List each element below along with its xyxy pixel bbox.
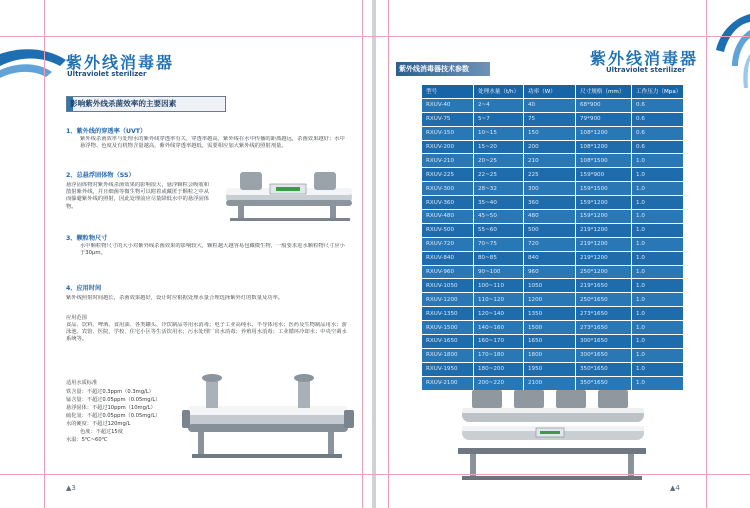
table-cell: 350*1650 — [576, 376, 632, 390]
table-cell: 159*1500 — [576, 182, 632, 196]
table-row — [422, 335, 684, 349]
table-cell: 1.0 — [632, 154, 684, 168]
section-heading-ss: 2、总悬浮固体物（SS） — [66, 172, 135, 179]
section-heading-particle: 3、颗粒物尺寸 — [66, 235, 108, 242]
table-cell: 500 — [524, 223, 576, 237]
table-cell: RXUV-1200 — [422, 293, 474, 307]
table-cell: 180~200 — [474, 362, 524, 376]
table-cell: 1.0 — [632, 251, 684, 265]
table-cell: 219*1200 — [576, 223, 632, 237]
table-cell: 55~60 — [474, 223, 524, 237]
table-cell: RXUV-1800 — [422, 348, 474, 362]
table-row — [422, 251, 684, 265]
table-cell: RXUV-360 — [422, 196, 474, 210]
table-cell: 219*1200 — [576, 237, 632, 251]
section-banner — [66, 96, 226, 112]
table-cell: RXUV-200 — [422, 140, 474, 154]
table-cell: 20~25 — [474, 154, 524, 168]
right-page-number: ▲4 — [670, 484, 680, 492]
sterilizer-photo-single — [218, 164, 358, 224]
table-cell: 22~25 — [474, 168, 524, 182]
table-row — [422, 321, 684, 335]
table-cell: 1650 — [524, 335, 576, 349]
table-row — [422, 348, 684, 362]
sterilizer-photo-multi — [452, 386, 652, 484]
table-cell: 0.6 — [632, 140, 684, 154]
quality-label: 适用水质标准 — [66, 380, 98, 386]
quality-item: 水的硬度：不超过120mg/L — [66, 421, 131, 427]
table-cell: 960 — [524, 265, 576, 279]
quality-item: 锰含量：不超过0.05ppm（0.05mg/L） — [66, 397, 161, 403]
table-cell: RXUV-840 — [422, 251, 474, 265]
table-row — [422, 279, 684, 293]
table-cell: 79*900 — [576, 112, 632, 126]
table-row — [422, 182, 684, 196]
table-cell: 210 — [524, 154, 576, 168]
table-cell: 300*1650 — [576, 348, 632, 362]
table-header-cell: 型号 — [422, 85, 474, 99]
layout-guide — [706, 0, 707, 508]
table-cell: 1950 — [524, 362, 576, 376]
table-row — [422, 293, 684, 307]
section-text-ss: 悬浮固体物对紫外线杀菌效果的影响很大，悬浮颗粒会吸收和散射紫外线，并且细菌等微生物可以附着或藏匿于颗粒之中从而躲避紫外线的照射，因此处理前应尽量降低水中的悬浮固体物。 — [66, 182, 210, 210]
section-text-uvt: 紫外线杀菌效率与处理水的紫外线穿透率有关，穿透率越高，紫外线在水中传播的距离越远，杀菌效果越好；水中悬浮物、色度及有机物含量越高，紫外线穿透率越低，需要相应加大紫外线的照射剂量。 — [80, 136, 345, 150]
table-cell: 1200 — [524, 293, 576, 307]
table-cell: 75 — [524, 112, 576, 126]
table-row — [422, 196, 684, 210]
table-cell: RXUV-1050 — [422, 279, 474, 293]
table-cell: 170~180 — [474, 348, 524, 362]
quality-item: 色度：不超过15度 — [80, 429, 123, 435]
table-cell: RXUV-1650 — [422, 335, 474, 349]
table-cell: 150 — [524, 126, 576, 140]
table-header-cell: 处理水量（t/h） — [474, 85, 524, 99]
table-cell: 40 — [524, 98, 576, 112]
table-header-cell: 工作压力（Mpa） — [632, 85, 684, 99]
table-row — [422, 307, 684, 321]
table-row — [422, 223, 684, 237]
table-cell: RXUV-225 — [422, 168, 474, 182]
table-cell: 108*1200 — [576, 140, 632, 154]
table-row — [422, 265, 684, 279]
table-cell: 200~220 — [474, 376, 524, 390]
section-heading-time: 4、应用时间 — [66, 285, 102, 292]
quality-item: 硫化氢：不超过0.05ppm（0.05mg/L） — [66, 413, 161, 419]
table-cell: 2~4 — [474, 98, 524, 112]
layout-guide — [44, 0, 45, 508]
table-cell: 200 — [524, 140, 576, 154]
table-cell: RXUV-1950 — [422, 362, 474, 376]
layout-guide — [362, 0, 363, 508]
table-cell: 28~32 — [474, 182, 524, 196]
table-cell: 10~15 — [474, 126, 524, 140]
table-row — [422, 362, 684, 376]
table-cell: 225 — [524, 168, 576, 182]
table-cell: RXUV-1350 — [422, 307, 474, 321]
table-cell: 273*1650 — [576, 307, 632, 321]
layout-guide — [0, 474, 750, 475]
blue-swoosh-decoration — [0, 44, 70, 108]
left-page-number: ▲3 — [66, 484, 76, 492]
table-cell: 2100 — [524, 376, 576, 390]
table-row — [422, 237, 684, 251]
table-cell: 1500 — [524, 321, 576, 335]
table-cell: 1.0 — [632, 335, 684, 349]
table-header-row — [422, 85, 684, 99]
layout-guide — [388, 0, 389, 508]
table-cell: 0.6 — [632, 98, 684, 112]
table-cell: RXUV-720 — [422, 237, 474, 251]
table-cell: 273*1650 — [576, 321, 632, 335]
section-text-time: 紫外线照射时间越长，杀菌效果越好，设计时应根据处理水量合理选择紫外灯的数量及功率。 — [66, 295, 284, 301]
right-title-cn: 紫外线消毒器 — [590, 49, 699, 68]
table-cell: RXUV-480 — [422, 210, 474, 224]
table-cell: 300*1650 — [576, 335, 632, 349]
table-cell: RXUV-40 — [422, 98, 474, 112]
table-cell: 0.6 — [632, 126, 684, 140]
table-cell: 1.0 — [632, 348, 684, 362]
application-text: 食品、饮料、啤酒、食用油、各类罐头、冷饮制品等用水消毒；电子工业高纯水、半导体用水；医药及生物制品用水；游泳池、宾馆、医院、学校、住宅小区等生活饮用水；污水处理厂出水消毒；养殖用水消毒；工业循环冷却水；中央空调水系统等。 — [66, 322, 347, 343]
left-page — [0, 0, 372, 508]
table-cell: RXUV-1500 — [422, 321, 474, 335]
section-heading-uvt: 1、紫外线的穿透率（UVT） — [66, 128, 147, 135]
table-title-text: 紫外线消毒器技术参数 — [399, 65, 469, 73]
table-cell: 219*1200 — [576, 251, 632, 265]
section-text-particle: 水中颗粒物尺寸的大小对紫外线杀菌效果的影响较大，颗粒越大越容易包藏微生物，一般要求进水颗粒物尺寸应小于30μm。 — [80, 243, 345, 257]
table-row — [422, 168, 684, 182]
table-cell: 159*900 — [576, 168, 632, 182]
table-cell: 120~140 — [474, 307, 524, 321]
table-cell: RXUV-2100 — [422, 376, 474, 390]
table-cell: 70~75 — [474, 237, 524, 251]
table-row — [422, 210, 684, 224]
table-cell: 90~100 — [474, 265, 524, 279]
table-cell: 1.0 — [632, 362, 684, 376]
table-cell: 15~20 — [474, 140, 524, 154]
table-cell: 350*1650 — [576, 362, 632, 376]
table-cell: 160~170 — [474, 335, 524, 349]
table-cell: 1.0 — [632, 223, 684, 237]
table-cell: RXUV-500 — [422, 223, 474, 237]
table-cell: 108*1200 — [576, 126, 632, 140]
left-title-cn: 紫外线消毒器 — [66, 53, 175, 72]
table-cell: 80~85 — [474, 251, 524, 265]
table-row — [422, 98, 684, 112]
table-cell: 1.0 — [632, 237, 684, 251]
spec-table — [421, 84, 684, 391]
table-cell: 1.0 — [632, 182, 684, 196]
quality-item: 铁含量：不超过0.3ppm（0.3mg/L） — [66, 389, 154, 395]
table-cell: 0.6 — [632, 112, 684, 126]
table-cell: 108*1500 — [576, 154, 632, 168]
table-cell: 1.0 — [632, 307, 684, 321]
table-header-cell: 尺寸规格（mm） — [576, 85, 632, 99]
table-cell: RXUV-300 — [422, 182, 474, 196]
table-cell: 300 — [524, 182, 576, 196]
table-cell: RXUV-150 — [422, 126, 474, 140]
layout-guide — [0, 36, 750, 37]
section-banner-text: 影响紫外线杀菌效率的主要因素 — [70, 99, 177, 108]
left-title-en: Ultraviolet sterilizer — [67, 70, 147, 78]
table-cell: 45~50 — [474, 210, 524, 224]
table-cell: 159*1200 — [576, 210, 632, 224]
table-cell: 35~40 — [474, 196, 524, 210]
table-header-cell: 功率（W） — [524, 85, 576, 99]
right-title-en: Ultraviolet sterilizer — [606, 66, 686, 74]
table-cell: 250*1200 — [576, 265, 632, 279]
table-row — [422, 140, 684, 154]
sterilizer-photo-large — [178, 370, 358, 462]
table-cell: 360 — [524, 196, 576, 210]
table-cell: 140~160 — [474, 321, 524, 335]
table-cell: 1350 — [524, 307, 576, 321]
application-label: 应用范围 — [66, 315, 87, 321]
quality-item: 悬浮固体：不超过10ppm（10mg/L） — [66, 405, 156, 411]
table-row — [422, 154, 684, 168]
table-cell: 1.0 — [632, 279, 684, 293]
table-cell: 1.0 — [632, 321, 684, 335]
table-row — [422, 126, 684, 140]
table-cell: 1.0 — [632, 196, 684, 210]
table-cell: 68*900 — [576, 98, 632, 112]
table-cell: 1.0 — [632, 293, 684, 307]
table-cell: 250*1650 — [576, 293, 632, 307]
table-cell: 840 — [524, 251, 576, 265]
table-row — [422, 112, 684, 126]
table-cell: 1.0 — [632, 265, 684, 279]
table-cell: 1050 — [524, 279, 576, 293]
table-cell: RXUV-210 — [422, 154, 474, 168]
table-cell: RXUV-75 — [422, 112, 474, 126]
table-cell: 5~7 — [474, 112, 524, 126]
table-cell: 720 — [524, 237, 576, 251]
table-cell: 1800 — [524, 348, 576, 362]
quality-item: 水温：5℃~60℃ — [66, 437, 108, 443]
table-cell: RXUV-960 — [422, 265, 474, 279]
table-cell: 1.0 — [632, 376, 684, 390]
table-cell: 219*1650 — [576, 279, 632, 293]
table-cell: 1.0 — [632, 168, 684, 182]
table-cell: 159*1200 — [576, 196, 632, 210]
table-title — [396, 62, 490, 76]
table-cell: 480 — [524, 210, 576, 224]
table-cell: 110~120 — [474, 293, 524, 307]
table-cell: 100~110 — [474, 279, 524, 293]
table-cell: 1.0 — [632, 210, 684, 224]
